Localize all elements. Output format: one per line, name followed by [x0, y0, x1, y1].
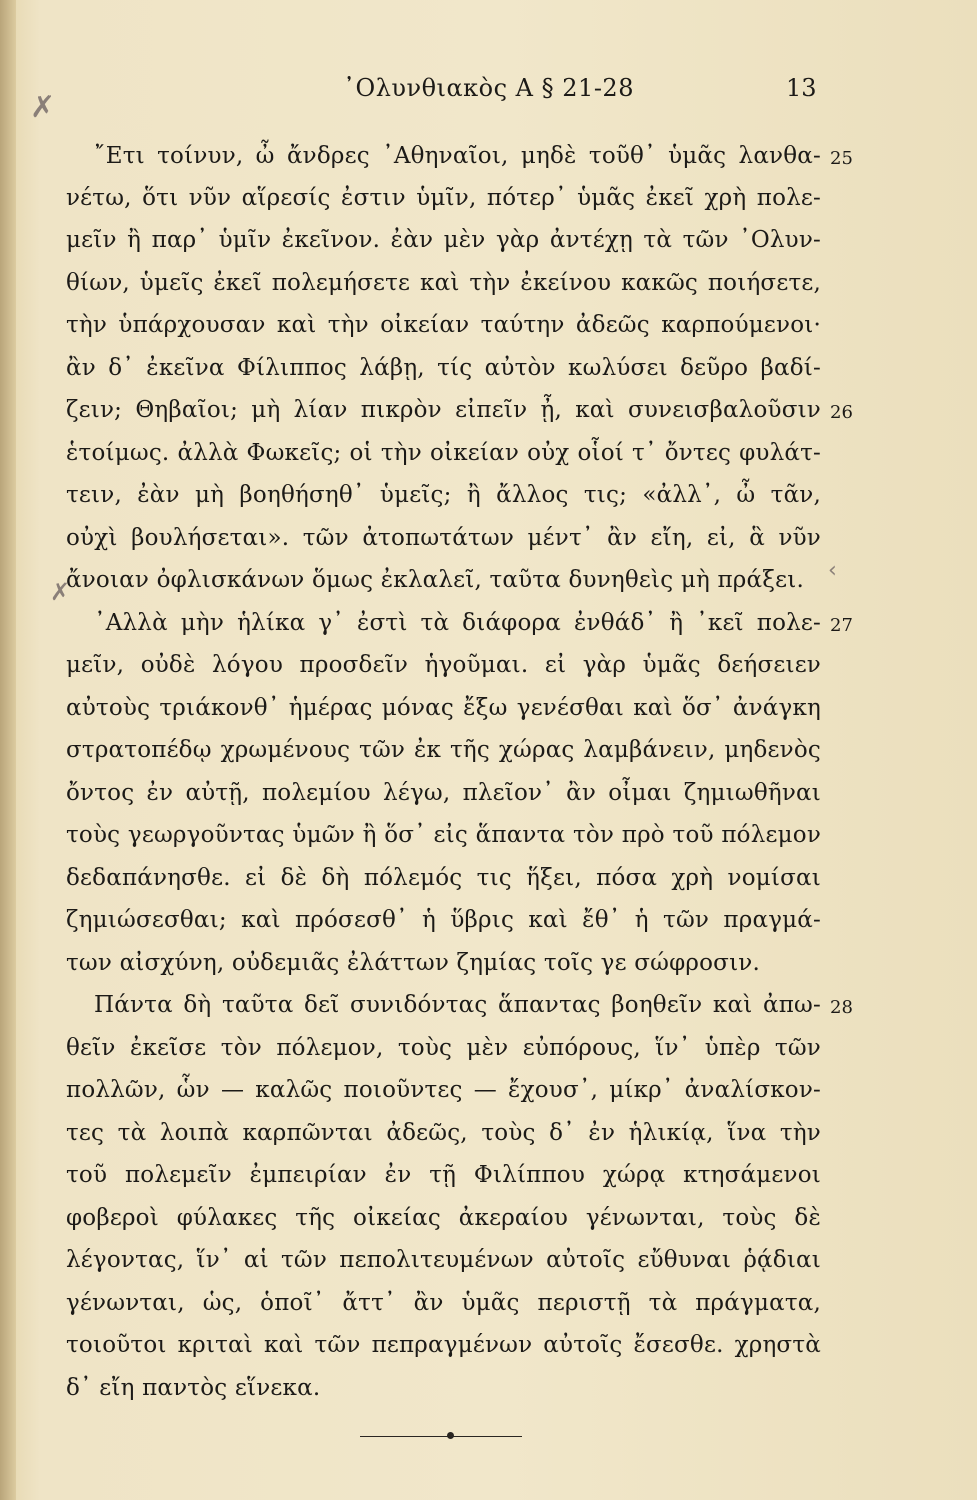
text-line: μεῖν, οὐδὲ λόγου προσδεῖν ἡγοῦμαι. εἰ γὰρ ὑμᾶς δεήσειεν [66, 652, 821, 678]
section-number: 26 [830, 402, 853, 423]
text-line: τὴν ὑπάρχουσαν καὶ τὴν οἰκείαν ταύτην ἀδεῶς καρπούμενοι· [66, 312, 821, 338]
text-line: τειν, ἐὰν μὴ βοηθήσηθ᾿ ὑμεῖς; ἢ ἄλλος τις; «ἀλλ᾿, ὦ τᾶν, [66, 482, 821, 508]
text-line: των αἰσχύνη, οὐδεμιᾶς ἐλάττων ζημίας τοῖς γε σώφροσιν. [66, 950, 760, 976]
page-spine-shadow [0, 0, 16, 1500]
text-line: οὐχὶ βουλήσεται». τῶν ἀτοπωτάτων μέντ᾿ ἂν εἴη, εἰ, ἃ νῦν [66, 525, 821, 551]
text-line: Πάντα δὴ ταῦτα δεῖ συνιδόντας ἅπαντας βοηθεῖν καὶ ἀπω- [94, 992, 821, 1018]
section-number: 27 [830, 615, 853, 636]
text-line: γένωνται, ὡς, ὁποῖ᾿ ἄττ᾿ ἂν ὑμᾶς περιστῇ τὰ πράγματα, [66, 1290, 821, 1316]
text-line: τες τὰ λοιπὰ καρπῶνται ἀδεῶς, τοὺς δ᾿ ἐν ἡλικίᾳ, ἵνα τὴν [66, 1120, 821, 1146]
text-line: ὄντος ἐν αὐτῇ, πολεμίου λέγω, πλεῖον᾿ ἂν οἶμαι ζημιωθῆναι [66, 780, 821, 806]
text-line: θεῖν ἐκεῖσε τὸν πόλεμον, τοὺς μὲν εὐπόρους, ἵν᾿ ὑπὲρ τῶν [66, 1035, 821, 1061]
text-line: τοῦ πολεμεῖν ἐμπειρίαν ἐν τῇ Φιλίππου χώρᾳ κτησάμενοι [66, 1162, 821, 1188]
text-line: ζημιώσεσθαι; καὶ πρόσεσθ᾿ ἡ ὕβρις καὶ ἔθ᾿ ἡ τῶν πραγμά- [66, 907, 821, 933]
text-line: ῎Ετι τοίνυν, ὦ ἄνδρες ᾿Αθηναῖοι, μηδὲ τοῦθ᾿ ὑμᾶς λανθα- [94, 143, 821, 169]
text-line: δεδαπάνησθε. εἰ δὲ δὴ πόλεμός τις ἥξει, πόσα χρὴ νομίσαι [66, 865, 821, 891]
page-number: 13 [786, 74, 817, 102]
closing-rule [360, 1436, 522, 1437]
text-line: στρατοπέδῳ χρωμένους τῶν ἐκ τῆς χώρας λαμβάνειν, μηδενὸς [66, 737, 821, 763]
section-number: 25 [830, 148, 853, 169]
text-line: νέτω, ὅτι νῦν αἵρεσίς ἐστιν ὑμῖν, πότερ᾿ ὑμᾶς ἐκεῖ χρὴ πολε- [66, 185, 821, 211]
section-number: 28 [830, 997, 853, 1018]
text-line: τοιοῦτοι κριταὶ καὶ τῶν πεπραγμένων αὐτοῖς ἔσεσθε. χρηστὰ [66, 1332, 821, 1358]
text-line: πολλῶν, ὧν — καλῶς ποιοῦντες — ἔχουσ᾿, μίκρ᾿ ἀναλίσκον- [66, 1077, 821, 1103]
running-header-title: ᾿Ολυνθιακὸς Α § 21-28 [343, 74, 634, 102]
text-line: φοβεροὶ φύλακες τῆς οἰκείας ἀκεραίου γένωνται, τοὺς δὲ [66, 1205, 821, 1231]
text-line: ἄνοιαν ὀφλισκάνων ὅμως ἐκλαλεῖ, ταῦτα δυνηθεὶς μὴ πράξει. [66, 567, 804, 593]
text-line: ἂν δ᾿ ἐκεῖνα Φίλιππος λάβῃ, τίς αὐτὸν κωλύσει δεῦρο βαδί- [66, 355, 821, 381]
pencil-mark-icon: ‹ [828, 558, 837, 583]
text-line: θίων, ὑμεῖς ἐκεῖ πολεμήσετε καὶ τὴν ἐκείνου κακῶς ποιήσετε, [66, 270, 821, 296]
text-line: ζειν; Θηβαῖοι; μὴ λίαν πικρὸν εἰπεῖν ᾖ, καὶ συνεισβαλοῦσιν [66, 397, 821, 423]
text-line: ἑτοίμως. ἀλλὰ Φωκεῖς; οἱ τὴν οἰκείαν οὐχ οἷοί τ᾿ ὄντες φυλάτ- [66, 440, 821, 466]
text-line: λέγοντας, ἵν᾿ αἱ τῶν πεπολιτευμένων αὐτοῖς εὔθυναι ῥᾴδιαι [66, 1247, 821, 1273]
pencil-mark-icon: ✗ [30, 90, 56, 125]
text-line: τοὺς γεωργοῦντας ὑμῶν ἢ ὅσ᾿ εἰς ἅπαντα τὸν πρὸ τοῦ πόλεμον [66, 822, 821, 848]
text-line: ᾿Αλλὰ μὴν ἡλίκα γ᾿ ἐστὶ τὰ διάφορα ἐνθάδ᾿ ἢ ᾿κεῖ πολε- [94, 610, 821, 636]
closing-rule-dot [447, 1432, 454, 1439]
pencil-mark-icon: ✗ [50, 578, 71, 606]
text-line: μεῖν ἢ παρ᾿ ὑμῖν ἐκεῖνον. ἐὰν μὲν γὰρ ἀντέχῃ τὰ τῶν ᾿Ολυν- [66, 227, 821, 253]
text-line: δ᾿ εἴη παντὸς εἵνεκα. [66, 1375, 321, 1401]
text-line: αὐτοὺς τριάκονθ᾿ ἡμέρας μόνας ἔξω γενέσθαι καὶ ὅσ᾿ ἀνάγκη [66, 695, 821, 721]
